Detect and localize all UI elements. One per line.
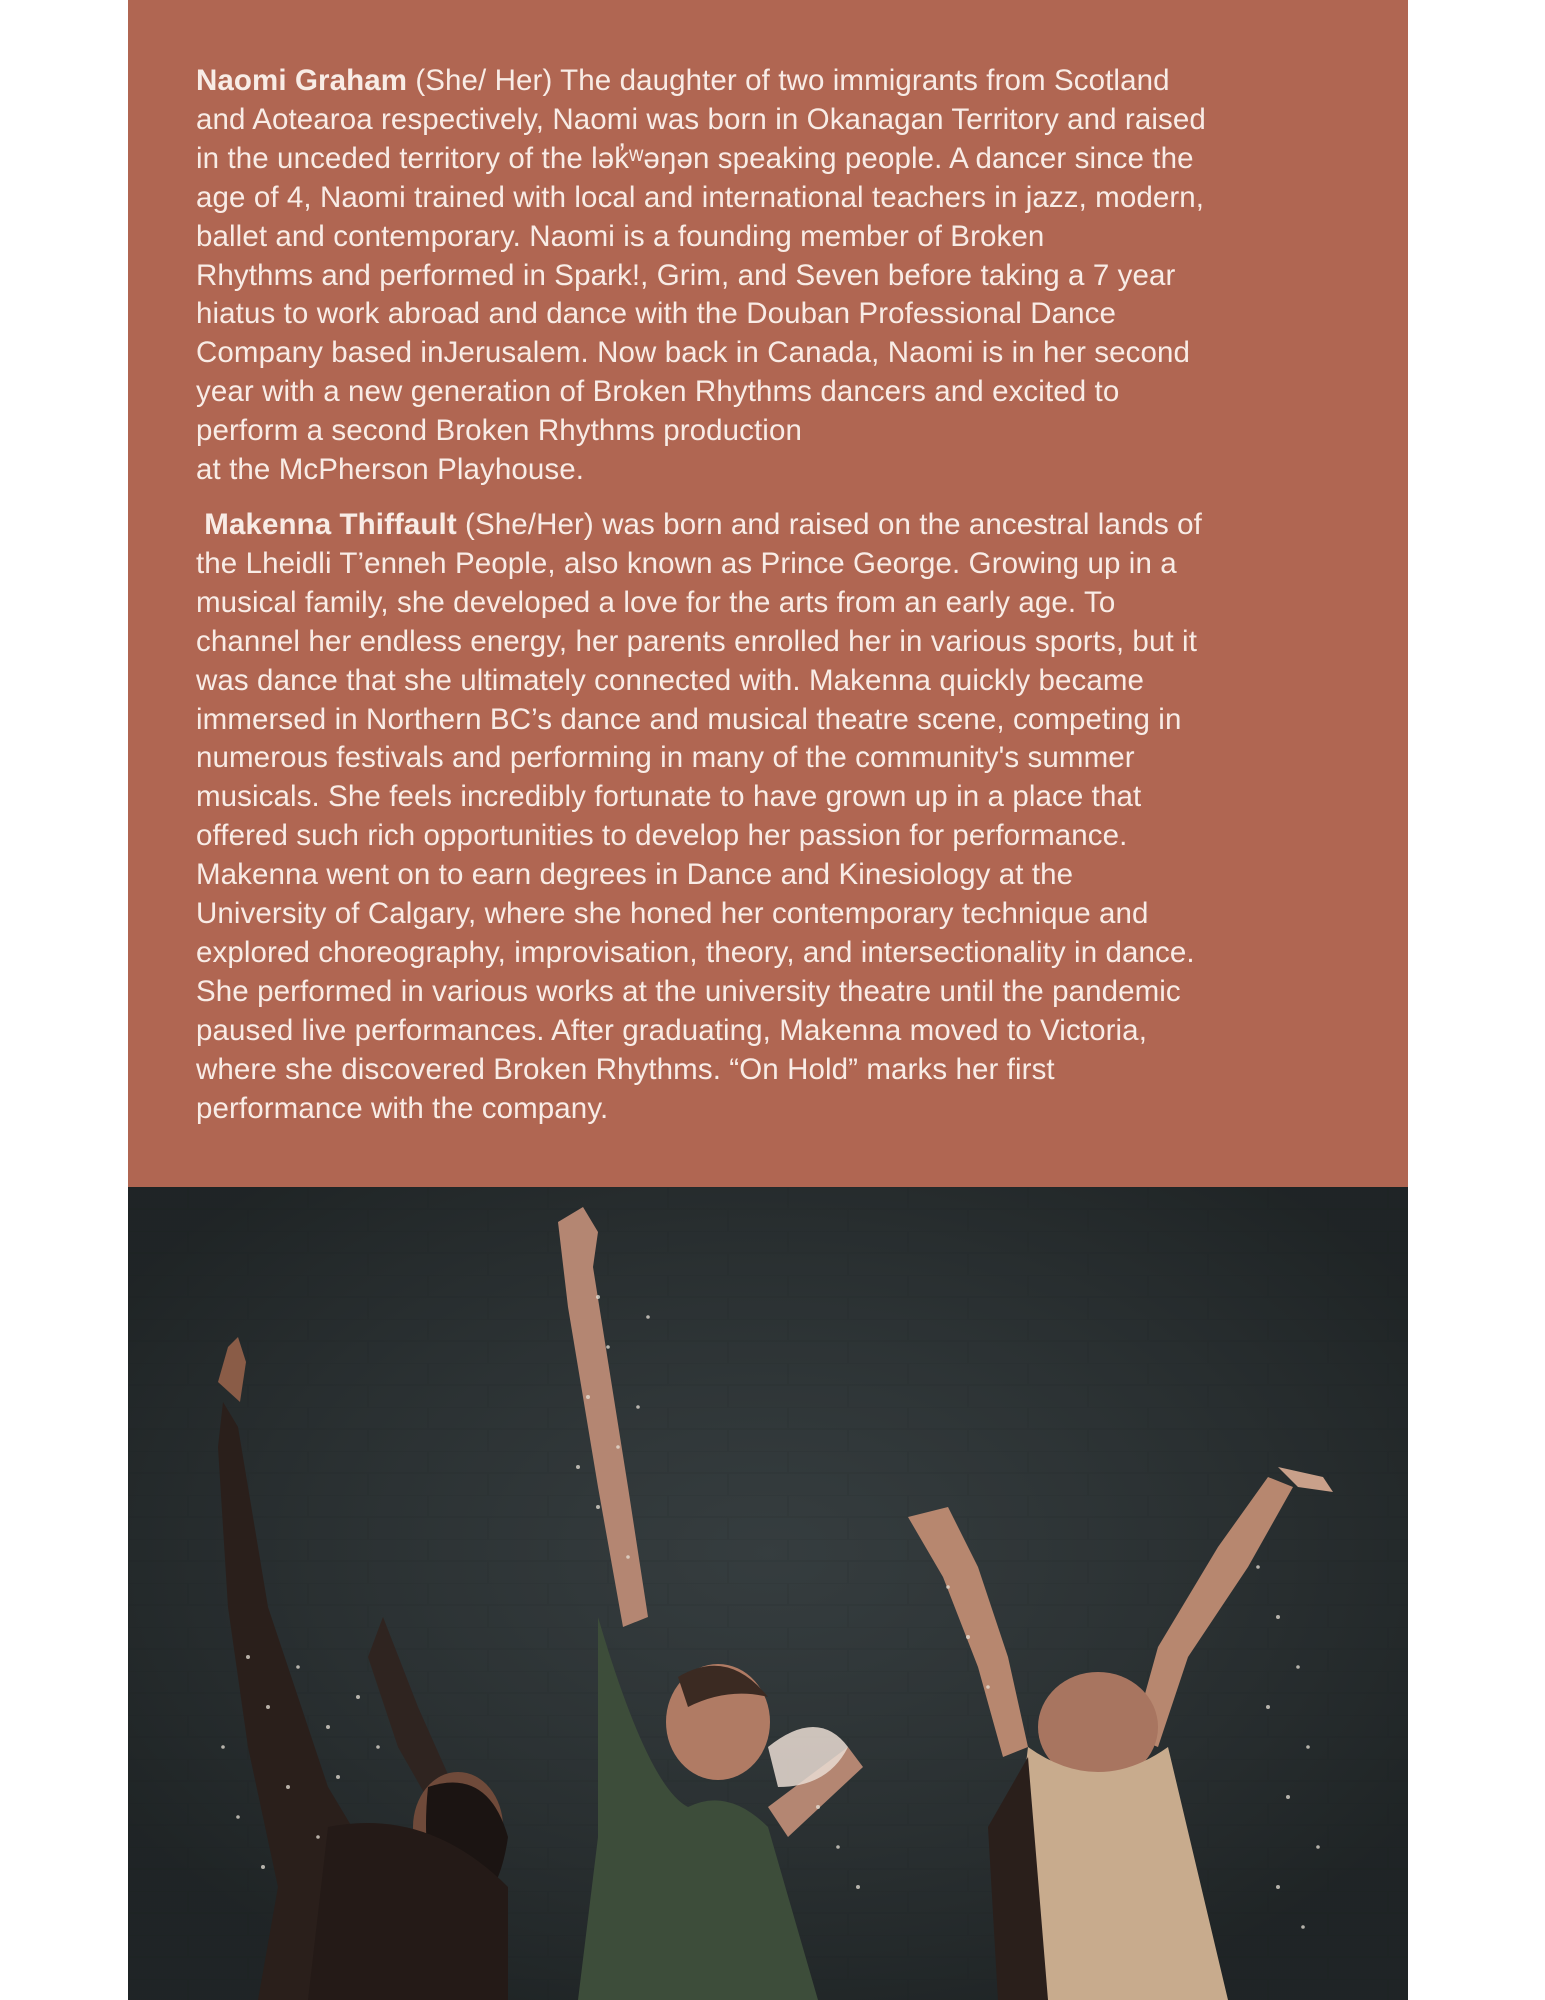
bio-line: Naomi Graham (She/ Her) The daughter of two immigrants from Scotland	[196, 64, 1170, 97]
dancers-photo-illustration	[128, 1187, 1408, 2000]
bio-line: hiatus to work abroad and dance with the Douban Professional Dance	[196, 297, 1117, 331]
bio-line: Makenna went on to earn degrees in Dance and Kinesiology at the	[196, 858, 1074, 892]
bio-line: numerous festivals and performing in many of the community's summer	[196, 741, 1135, 775]
bio-line: age of 4, Naomi trained with local and international teachers in jazz, modern,	[196, 180, 1205, 214]
bio-line: was dance that she ultimately connected with. Makenna quickly became	[196, 663, 1145, 697]
bio-line: channel her endless energy, her parents enrolled her in various sports, but it	[196, 624, 1197, 658]
bio-line: and Aotearoa respectively, Naomi was born in Okanagan Territory and raised	[196, 102, 1206, 136]
dancer-name: Makenna Thiffault	[204, 508, 457, 541]
bio-line: Makenna Thiffault (She/Her) was born and raised on the ancestral lands of	[204, 508, 1202, 541]
bio-line: performance with the company.	[196, 1091, 609, 1125]
bio-line: musical family, she developed a love for the arts from an early age. To	[196, 585, 1116, 619]
bio-line: where she discovered Broken Rhythms. “On Hold” marks her first	[196, 1052, 1055, 1086]
bio-line: perform a second Broken Rhythms production	[196, 414, 802, 448]
dancer-name: Naomi Graham	[196, 64, 408, 97]
bio-line: Rhythms and performed in Spark!, Grim, and Seven before taking a 7 year	[196, 258, 1176, 292]
dancers-photo	[128, 1187, 1408, 2000]
bio-makenna-thiffault	[196, 506, 1346, 1129]
bio-line: immersed in Northern BC’s dance and musical theatre scene, competing in	[196, 702, 1182, 736]
bio-line: the Lheidli T’enneh People, also known as Prince George. Growing up in a	[196, 546, 1177, 580]
bio-line: offered such rich opportunities to develop her passion for performance.	[196, 819, 1128, 853]
bio-naomi-graham	[196, 62, 1346, 490]
bio-line: at the McPherson Playhouse.	[196, 453, 585, 487]
program-page	[128, 0, 1408, 2000]
bio-line: She performed in various works at the university theatre until the pandemic	[196, 974, 1181, 1008]
bio-line: Company based inJerusalem. Now back in Canada, Naomi is in her second	[196, 336, 1191, 370]
bio-line: ballet and contemporary. Naomi is a founding member of Broken	[196, 219, 1045, 253]
bio-line: University of Calgary, where she honed her contemporary technique and	[196, 897, 1149, 931]
bio-line: year with a new generation of Broken Rhythms dancers and excited to	[196, 375, 1120, 409]
bio-line: musicals. She feels incredibly fortunate to have grown up in a place that	[196, 780, 1142, 814]
bio-line: explored choreography, improvisation, theory, and intersectionality in dance.	[196, 935, 1195, 969]
bio-line: in the unceded territory of the lək̓ʷəŋən speaking people. A dancer since the	[196, 141, 1194, 175]
bio-panel	[128, 0, 1408, 1187]
bio-line: paused live performances. After graduating, Makenna moved to Victoria,	[196, 1013, 1147, 1047]
